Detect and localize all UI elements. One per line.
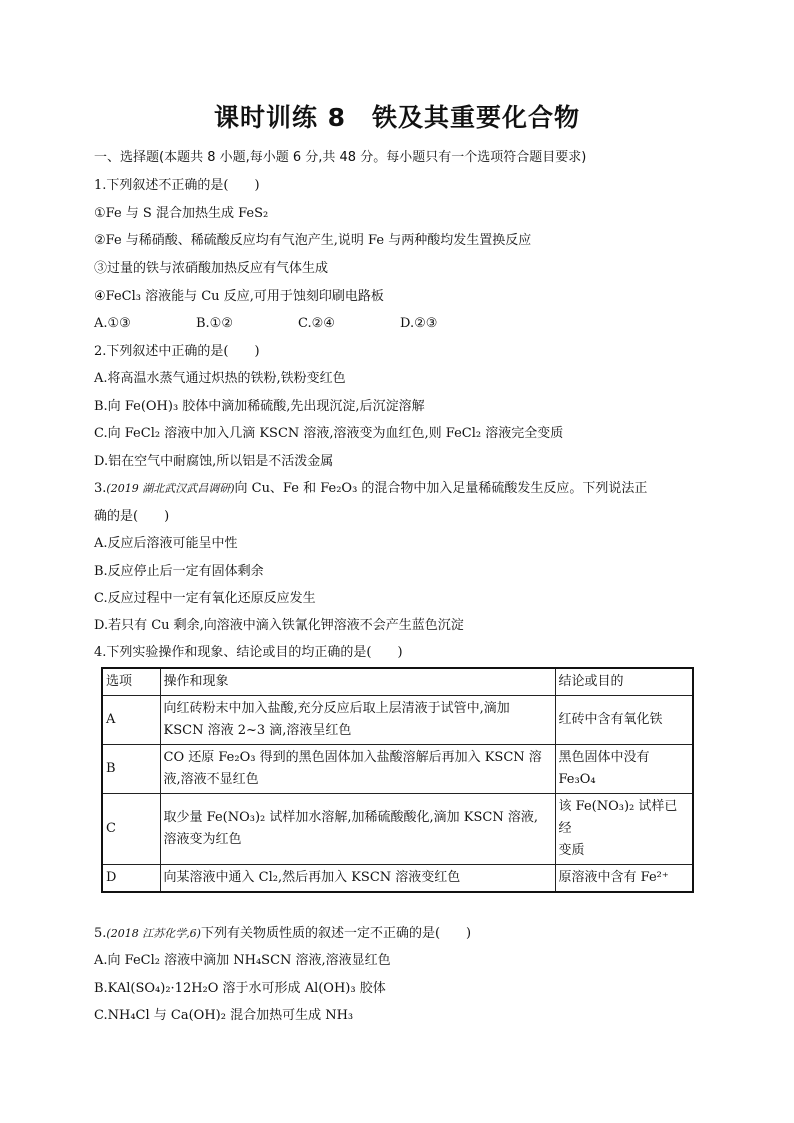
table-row [102,865,693,893]
question-4-stem: 4.下列实验操作和现象、结论或目的均正确的是( ) [94,645,403,660]
operation-cell [160,745,555,794]
question-1-item: ①Fe 与 S 混合加热生成 FeS₂ [94,206,269,221]
question-2-stem: 2.下列叙述中正确的是( ) [94,344,260,359]
operation-line: 向红砖粉末中加入盐酸,充分反应后取上层清液于试管中,滴加 [163,701,510,716]
question-1-item: ③过量的铁与浓硝酸加热反应有气体生成 [94,261,329,276]
option-b: B.①② [196,316,233,331]
option-cell: A [102,696,160,745]
option-a: A.①③ [94,316,131,331]
conclusion-cell [555,745,693,794]
operation-line: 向某溶液中通入 Cl₂,然后再加入 KSCN 溶液变红色 [163,870,461,885]
table-row [102,794,693,865]
question-2-option: A.将高温水蒸气通过炽热的铁粉,铁粉变红色 [94,371,346,386]
question-text: 下列有关物质性质的叙述一定不正确的是( ) [200,926,472,941]
option-cell: C [102,794,160,865]
page-title: 课时训练 8 铁及其重要化合物 [213,103,581,132]
conclusion-cell [555,865,693,893]
question-text: 向 Cu、Fe 和 Fe₂O₃ 的混合物中加入足量稀硫酸发生反应。下列说法正 [234,481,648,496]
conclusion-line: 黑色固体中没有 [558,750,650,765]
table-row [102,696,693,745]
operation-line: 溶液变为红色 [163,832,242,847]
question-source: (2018 江苏化学,6) [106,927,201,940]
question-number: 3. [94,481,107,496]
question-3-option: C.反应过程中一定有氧化还原反应发生 [94,591,316,606]
question-3-stem [94,480,647,498]
operation-line: 取少量 Fe(NO₃)₂ 试样加水溶解,加稀硫酸酸化,滴加 KSCN 溶液, [163,810,538,825]
conclusion-line: Fe₃O₄ [558,772,596,787]
question-3-stem-cont: 确的是( ) [94,509,170,524]
conclusion-cell [555,794,693,865]
question-5-option: B.KAl(SO₄)₂·12H₂O 溶于水可形成 Al(OH)₃ 胶体 [94,981,386,996]
question-5-option: C.NH₄Cl 与 Ca(OH)₂ 混合加热可生成 NH₃ [94,1008,354,1023]
question-5-stem [94,925,471,943]
table-header-row [102,668,693,696]
table-row [102,745,693,794]
option-cell: D [102,865,160,893]
option-cell: B [102,745,160,794]
conclusion-line: 原溶液中含有 Fe²⁺ [558,870,669,885]
question-3-option: B.反应停止后一定有固体剩余 [94,564,264,579]
operation-cell [160,865,555,893]
section-heading: 一、选择题(本题共 8 小题,每小题 6 分,共 48 分。每小题只有一个选项符合题目要求) [94,150,587,165]
question-1-item: ④FeCl₃ 溶液能与 Cu 反应,可用于蚀刻印刷电路板 [94,289,384,304]
question-5-option: A.向 FeCl₂ 溶液中滴加 NH₄SCN 溶液,溶液显红色 [94,953,391,968]
question-source: (2019 湖北武汉武昌调研) [106,482,235,495]
question-3-option: A.反应后溶液可能呈中性 [94,536,238,551]
operation-cell [160,794,555,865]
question-2-option: B.向 Fe(OH)₃ 胶体中滴加稀硫酸,先出现沉淀,后沉淀溶解 [94,399,425,414]
table-header: 选项 [102,668,160,696]
question-2-option: D.铝在空气中耐腐蚀,所以铝是不活泼金属 [94,454,334,469]
option-c: C.②④ [298,316,335,331]
operation-cell [160,696,555,745]
conclusion-cell [555,696,693,745]
question-4-table [101,667,694,893]
conclusion-line: 变质 [558,843,585,858]
conclusion-line: 红砖中含有氧化铁 [558,712,663,727]
operation-line: CO 还原 Fe₂O₃ 得到的黑色固体加入盐酸溶解后再加入 KSCN 溶 [163,750,542,765]
question-number: 5. [94,926,107,941]
question-3-option: D.若只有 Cu 剩余,向溶液中滴入铁氰化钾溶液不会产生蓝色沉淀 [94,618,464,633]
operation-line: 液,溶液不显红色 [163,772,259,787]
table-header: 操作和现象 [160,668,555,696]
question-2-option: C.向 FeCl₂ 溶液中加入几滴 KSCN 溶液,溶液变为血红色,则 FeCl₂ 溶液完全变质 [94,426,564,441]
question-1-stem: 1.下列叙述不正确的是( ) [94,178,260,193]
question-1-options [94,315,502,333]
table-header: 结论或目的 [555,668,693,696]
option-d: D.②③ [400,316,438,331]
operation-line: KSCN 溶液 2~3 滴,溶液呈红色 [163,723,352,738]
question-1-item: ②Fe 与稀硝酸、稀硫酸反应均有气泡产生,说明 Fe 与两种酸均发生置换反应 [94,233,532,248]
conclusion-line: 该 Fe(NO₃)₂ 试样已经 [558,799,678,836]
